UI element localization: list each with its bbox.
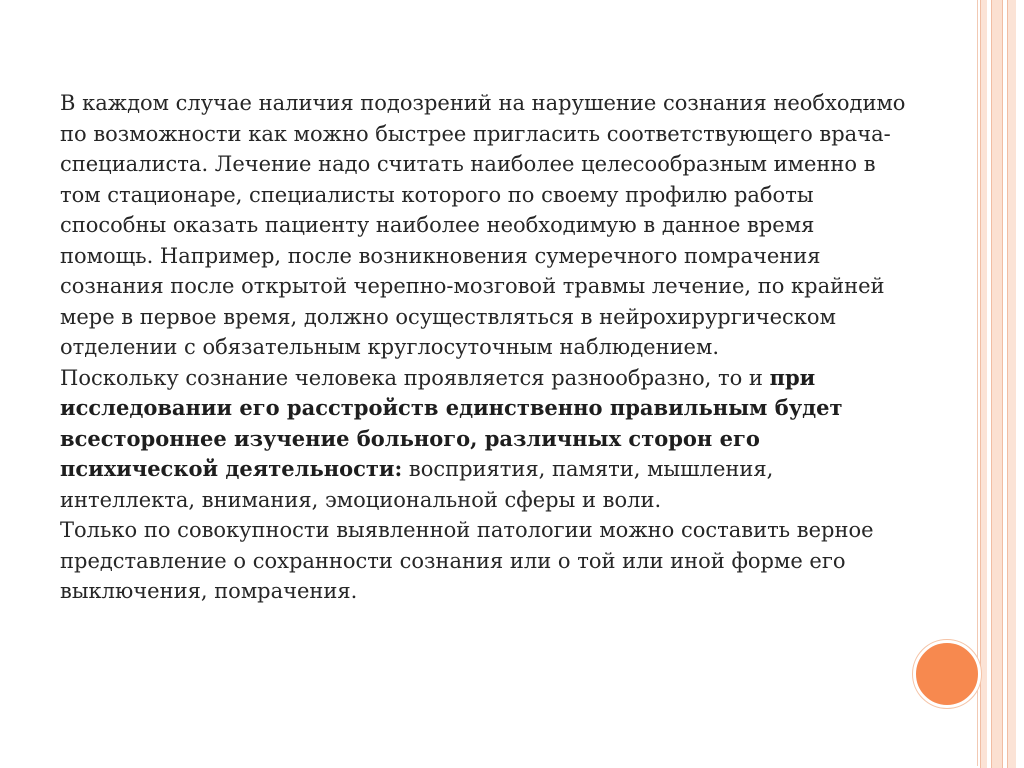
paragraph-2 (60, 363, 910, 516)
paragraph-2-lead: Поскольку сознание человека проявляется разнообразно, то и (60, 365, 770, 390)
slide-body-text (60, 88, 910, 607)
paragraph-2-tail: восприятия, памяти, мышления, интеллекта, внимания, эмоциональной сферы и воли. (60, 457, 774, 512)
decorative-stripes (980, 0, 1024, 768)
paragraph-2-bold: при исследовании его расстройств единственно правильным будет всестороннее изучение больного, различных сторон его психической деятельности: (60, 364, 843, 481)
paragraph-1: В каждом случае наличия подозрений на нарушение сознания необходимо по возможности как можно быстрее пригласить соответствующего врача-специалиста. Лечение надо считать наиболее целесообразным именно в том стационаре, специалисты которого по своему профилю работы способны оказать пациенту наиболее необходимую в данное время помощь. Например, после возникновения сумеречного помрачения сознания после открытой черепно-мозговой травмы лечение, по крайней мере в первое время, должно осуществляться в нейрохирургическом отделении с обязательным круглосуточным наблюдением. (60, 91, 906, 359)
paragraph-3: Только по совокупности выявленной патологии можно составить верное представление о сохранности сознания или о той или иной форме его выключения, помрачения. (60, 518, 874, 603)
accent-circle (913, 640, 981, 708)
stripe (1007, 0, 1016, 768)
stripe (980, 0, 987, 768)
stripe (991, 0, 1003, 768)
stripe-gap (1016, 0, 1024, 768)
